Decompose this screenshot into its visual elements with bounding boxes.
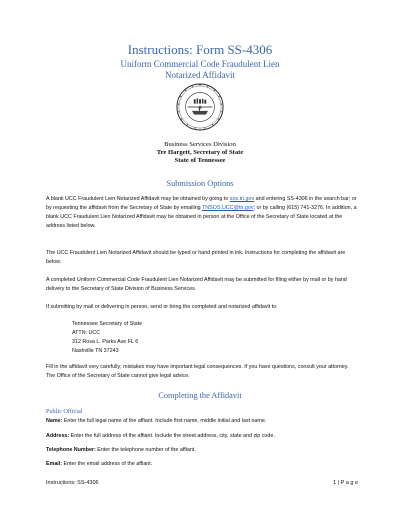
field-text-name: Enter the full legal name of the affiant. Include first name, middle initial and last name. [62,418,267,424]
address-line-2: ATTN: UCC [72,330,101,336]
submission-p1-text-b: and entering SS-4306 in the search bar; or by requesting the affidavit from the Secretary of State by emailing [46,196,357,211]
document-subtitle-line1: Uniform Commercial Code Fraudulent Lien [120,59,280,69]
page-footer [46,479,358,487]
sos-website-link[interactable]: sos.tn.gov [229,196,255,202]
submission-paragraph-3: A completed Uniform Commercial Code Fraudulent Lien Notarized Affidavit may be submitted for filing either by mail or by hand delivery to the Secretary of State Division of Business Services. [46,277,347,292]
division-name: Business Services Division [164,141,236,148]
state-name: State of Tennessee [174,157,226,164]
field-label-email: Email: [46,461,63,467]
completing-affidavit-heading: Completing the Affidavit [158,391,242,400]
submission-p1-text-a: A blank UCC Fraudulent Lien Notarized Affidavit may be obtained by going to [46,196,230,202]
document-title: Instructions: Form SS-4306 [127,42,273,57]
submission-paragraph-4: If submitting by mail or delivering in person, send or bring the completed and notarized affidavit to: [46,304,278,310]
footer-form-id: Instructions: SS-4306 [46,480,99,486]
field-instruction-telephone [46,446,358,455]
footer-page-number: 1 | P a g e [333,480,358,486]
field-text-address: Enter the full address of the affiant. Include the street address, city, state and zip code. [69,433,275,439]
field-label-address: Address: [46,433,70,439]
submission-options-heading: Submission Options [166,179,234,188]
document-subtitle-line2: Notarized Affidavit [164,70,236,80]
field-instruction-address [46,432,358,441]
submission-p1-text-c: ; or by calling (615) 741-3276. In addition, a blank UCC Fraudulent Lien Notarized Affidavit may be obtained in person at the Office of the Secretary of State located at the address listed below. [46,204,357,229]
public-official-subheading: Public Official [46,408,83,415]
submission-paragraph-2: The UCC Fraudulent Lien Notarized Affidavit should be typed or hand printed in ink. Instructions for completing the affidavit are below. [46,250,346,265]
ucc-email-link[interactable]: TNSOS.UCC@tn.gov [202,204,254,211]
field-label-telephone: Telephone Number: [46,447,96,453]
address-line-3: 312 Rosa L. Parks Ave FL 6 [72,339,139,345]
field-instruction-name [46,417,358,426]
submission-paragraph-5: Fill in the affidavit very carefully; mistakes may have important legal consequences. If you have questions, consult your attorney. The Office of the Secretary of State cannot give legal advice. [46,364,349,379]
secretary-name: Tre Hargett, Secretary of State [156,149,244,156]
submission-paragraph-1 [46,195,358,231]
tennessee-state-seal-icon [176,83,224,131]
field-text-email: Enter the email address of the affiant. [62,461,153,467]
field-instruction-email [46,460,358,469]
field-label-name: Name: [46,418,63,424]
address-line-1: Tennessee Secretary of State [72,321,143,327]
address-line-4: Nashville TN 37243 [72,348,119,354]
field-text-telephone: Enter the telephone number of the affiant. [95,447,196,453]
